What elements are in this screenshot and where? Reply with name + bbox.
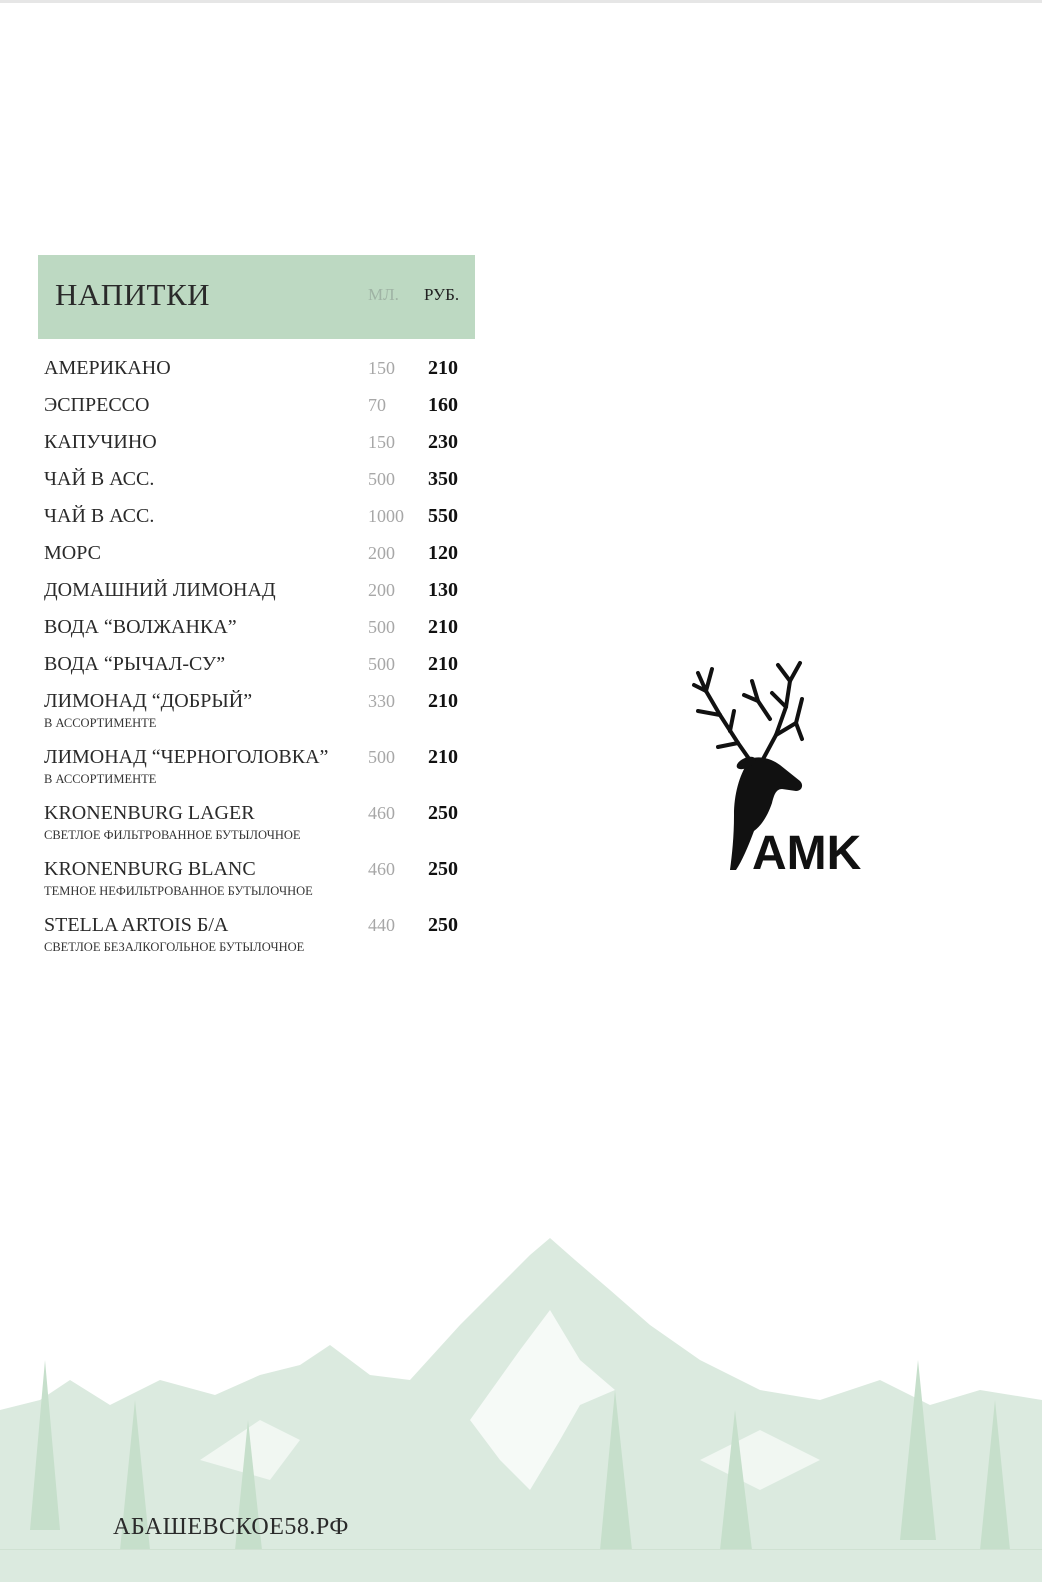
menu-item-row <box>38 794 475 831</box>
item-volume: 150 <box>368 432 395 452</box>
menu-item <box>38 608 475 645</box>
menu-item-row <box>38 645 475 682</box>
item-name: ДОМАШНИЙ ЛИМОНАД <box>44 579 276 601</box>
item-volume: 200 <box>368 580 395 600</box>
menu-item-row <box>38 738 475 775</box>
amk-logo <box>690 655 880 880</box>
item-price: 160 <box>428 394 458 416</box>
item-name: ЛИМОНАД “ДОБРЫЙ” <box>44 690 253 712</box>
item-name: KRONENBURG BLANC <box>44 858 256 880</box>
menu-item-row <box>38 534 475 571</box>
item-note <box>38 828 475 850</box>
item-price: 210 <box>428 746 458 768</box>
menu-title: НАПИТКИ <box>55 277 211 312</box>
top-divider <box>0 0 1042 3</box>
item-volume: 330 <box>368 691 395 711</box>
item-name: КАПУЧИНО <box>44 431 157 453</box>
item-volume: 70 <box>368 395 386 415</box>
item-volume: 1000 <box>368 506 404 526</box>
item-volume: 500 <box>368 747 395 767</box>
menu-item <box>38 850 475 906</box>
menu-item-row <box>38 349 475 386</box>
item-name: ЭСПРЕССО <box>44 394 150 416</box>
item-name: АМЕРИКАНО <box>44 357 171 379</box>
menu-item <box>38 460 475 497</box>
item-name: ЛИМОНАД “ЧЕРНОГОЛОВКА” <box>44 746 329 768</box>
item-volume: 150 <box>368 358 395 378</box>
item-price: 230 <box>428 431 458 453</box>
item-price: 210 <box>428 357 458 379</box>
menu-item-row <box>38 423 475 460</box>
item-note <box>38 884 475 906</box>
footer-divider <box>0 1549 1042 1550</box>
item-volume: 440 <box>368 915 395 935</box>
website-address: АБАШЕВСКОЕ58.РФ <box>113 1514 349 1540</box>
item-volume: 460 <box>368 859 395 879</box>
item-note <box>38 772 475 794</box>
menu-header <box>38 255 475 339</box>
menu-item <box>38 497 475 534</box>
menu-item <box>38 906 475 962</box>
menu-item <box>38 534 475 571</box>
item-price: 250 <box>428 802 458 824</box>
item-volume: 460 <box>368 803 395 823</box>
item-price: 250 <box>428 914 458 936</box>
volume-column-header: МЛ. <box>368 285 399 304</box>
menu-item <box>38 386 475 423</box>
item-name: ЧАЙ В АСС. <box>44 468 155 490</box>
item-note-text: СВЕТЛОЕ ФИЛЬТРОВАННОЕ БУТЫЛОЧНОЕ <box>44 828 301 842</box>
item-price: 130 <box>428 579 458 601</box>
item-name: МОРС <box>44 542 101 564</box>
menu-item-row <box>38 460 475 497</box>
item-name: ВОДА “ВОЛЖАНКА” <box>44 616 237 638</box>
item-price: 250 <box>428 858 458 880</box>
item-name: ЧАЙ В АСС. <box>44 505 155 527</box>
menu-item <box>38 349 475 386</box>
menu-item-row <box>38 906 475 943</box>
menu-item-row <box>38 608 475 645</box>
menu-item <box>38 794 475 850</box>
item-note <box>38 716 475 738</box>
item-note-text: В АССОРТИМЕНТЕ <box>44 772 157 786</box>
item-volume: 200 <box>368 543 395 563</box>
item-price: 210 <box>428 616 458 638</box>
menu-item <box>38 571 475 608</box>
item-price: 550 <box>428 505 458 527</box>
drinks-menu <box>38 255 475 962</box>
price-column-header: РУБ. <box>424 285 460 304</box>
item-price: 120 <box>428 542 458 564</box>
item-volume: 500 <box>368 469 395 489</box>
menu-item <box>38 645 475 682</box>
item-price: 350 <box>428 468 458 490</box>
menu-item-row <box>38 497 475 534</box>
item-note-text: СВЕТЛОЕ БЕЗАЛКОГОЛЬНОЕ БУТЫЛОЧНОЕ <box>44 940 305 954</box>
item-price: 210 <box>428 653 458 675</box>
menu-item <box>38 423 475 460</box>
logo-text: AMK <box>752 827 862 880</box>
deer-head-icon <box>690 655 880 880</box>
item-price: 210 <box>428 690 458 712</box>
item-name: ВОДА “РЫЧАЛ-СУ” <box>44 653 226 675</box>
menu-item-row <box>38 571 475 608</box>
menu-items <box>38 349 475 962</box>
menu-item-row <box>38 682 475 719</box>
item-name: STELLA ARTOIS Б/А <box>44 914 229 936</box>
menu-item <box>38 682 475 738</box>
item-volume: 500 <box>368 617 395 637</box>
item-volume: 500 <box>368 654 395 674</box>
item-name: KRONENBURG LAGER <box>44 802 255 824</box>
menu-item-row <box>38 850 475 887</box>
item-note-text: ТЕМНОЕ НЕФИЛЬТРОВАННОЕ БУТЫЛОЧНОЕ <box>44 884 313 898</box>
item-note-text: В АССОРТИМЕНТЕ <box>44 716 157 730</box>
menu-item <box>38 738 475 794</box>
menu-item-row <box>38 386 475 423</box>
item-note <box>38 940 475 962</box>
